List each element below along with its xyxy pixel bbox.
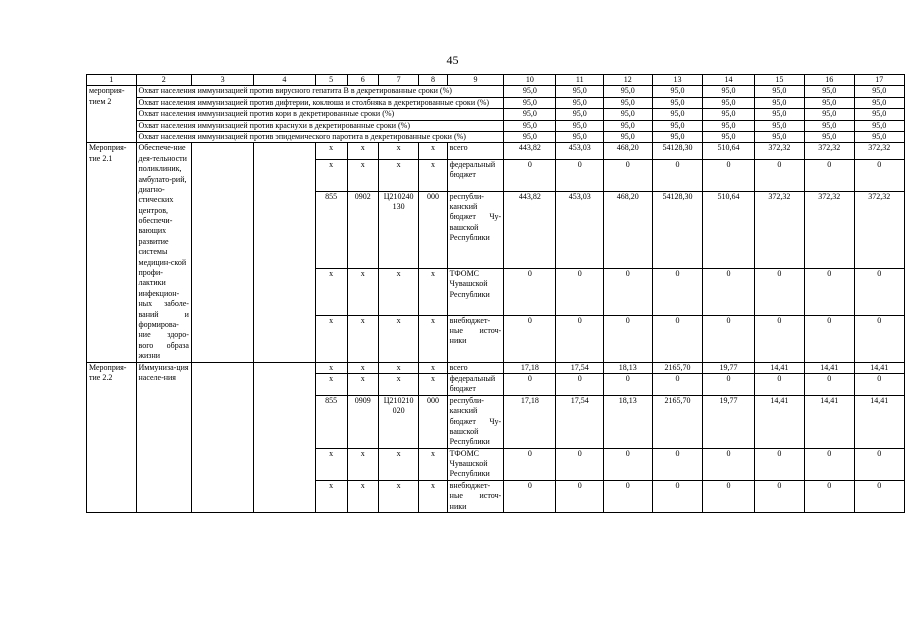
indicator-value: 95,0 xyxy=(754,86,804,97)
indicator-value: 95,0 xyxy=(652,120,703,131)
indicator-row xyxy=(87,120,905,131)
indicator-text: Охват населения иммунизацией против дифтерии, коклюша и столбняка в декретированные сроки (%) xyxy=(136,97,504,108)
amount-cell: 0 xyxy=(805,448,854,480)
amount-cell: 14,41 xyxy=(754,362,804,373)
code-cell: Ц210210 020 xyxy=(378,395,419,448)
header-cell: 10 xyxy=(504,75,556,86)
code-cell: 855 xyxy=(315,191,347,268)
empty-cell xyxy=(191,362,253,512)
amount-cell: 0 xyxy=(604,448,653,480)
amount-cell: 2165,70 xyxy=(652,362,703,373)
code-cell: x xyxy=(378,448,419,480)
indicator-value: 95,0 xyxy=(556,109,604,120)
amount-cell: 468,20 xyxy=(604,143,653,160)
indicator-row xyxy=(87,97,905,108)
funding-source: федеральный бюджет xyxy=(447,159,504,191)
amount-cell: 0 xyxy=(854,373,904,395)
amount-cell: 0 xyxy=(805,315,854,362)
amount-cell: 0 xyxy=(504,159,556,191)
indicator-value: 95,0 xyxy=(504,86,556,97)
amount-cell: 0 xyxy=(703,448,754,480)
indicator-row xyxy=(87,131,905,142)
code-cell: x xyxy=(419,268,447,315)
indicator-value: 95,0 xyxy=(703,86,754,97)
header-cell: 9 xyxy=(447,75,504,86)
code-cell: 000 xyxy=(419,191,447,268)
measure-description: Иммуниза-ция населе-ния xyxy=(136,362,191,512)
indicator-group-label: мероприя-тием 2 xyxy=(87,86,137,143)
amount-cell: 14,41 xyxy=(854,395,904,448)
amount-cell: 14,41 xyxy=(805,362,854,373)
header-cell: 13 xyxy=(652,75,703,86)
indicator-value: 95,0 xyxy=(854,97,904,108)
measure-row xyxy=(87,362,905,373)
amount-cell: 0 xyxy=(854,480,904,512)
amount-cell: 0 xyxy=(703,159,754,191)
indicator-value: 95,0 xyxy=(805,109,854,120)
amount-cell: 0 xyxy=(703,480,754,512)
amount-cell: 0 xyxy=(805,480,854,512)
indicator-value: 95,0 xyxy=(854,131,904,142)
amount-cell: 0 xyxy=(703,315,754,362)
indicator-value: 95,0 xyxy=(652,97,703,108)
amount-cell: 0 xyxy=(604,480,653,512)
budget-table xyxy=(86,74,905,513)
funding-source: ТФОМС Чувашской Республики xyxy=(447,448,504,480)
amount-cell: 0 xyxy=(604,315,653,362)
code-cell: x xyxy=(378,143,419,160)
code-cell: x xyxy=(347,143,378,160)
code-cell: 855 xyxy=(315,395,347,448)
code-cell: 0909 xyxy=(347,395,378,448)
header-cell: 6 xyxy=(347,75,378,86)
code-cell: x xyxy=(419,362,447,373)
amount-cell: 0 xyxy=(854,315,904,362)
header-cell: 15 xyxy=(754,75,804,86)
indicator-text: Охват населения иммунизацией против краснухи в декретированные сроки (%) xyxy=(136,120,504,131)
amount-cell: 372,32 xyxy=(805,143,854,160)
indicator-value: 95,0 xyxy=(805,97,854,108)
indicator-value: 95,0 xyxy=(556,131,604,142)
amount-cell: 0 xyxy=(652,373,703,395)
indicator-value: 95,0 xyxy=(754,120,804,131)
code-cell: x xyxy=(419,159,447,191)
header-cell: 12 xyxy=(604,75,653,86)
amount-cell: 453,03 xyxy=(556,191,604,268)
code-cell: x xyxy=(378,480,419,512)
amount-cell: 19,77 xyxy=(703,395,754,448)
amount-cell: 17,18 xyxy=(504,395,556,448)
indicator-value: 95,0 xyxy=(754,131,804,142)
indicator-value: 95,0 xyxy=(652,86,703,97)
indicator-value: 95,0 xyxy=(703,131,754,142)
amount-cell: 372,32 xyxy=(854,143,904,160)
amount-cell: 0 xyxy=(754,159,804,191)
header-cell: 11 xyxy=(556,75,604,86)
indicator-row xyxy=(87,109,905,120)
indicator-value: 95,0 xyxy=(556,120,604,131)
indicator-text: Охват населения иммунизацией против эпидемического паротита в декретированные сроки (%) xyxy=(136,131,504,142)
funding-source: ТФОМС Чувашской Республики xyxy=(447,268,504,315)
header-cell: 8 xyxy=(419,75,447,86)
amount-cell: 14,41 xyxy=(854,362,904,373)
code-cell: x xyxy=(347,448,378,480)
amount-cell: 0 xyxy=(652,268,703,315)
amount-cell: 0 xyxy=(556,448,604,480)
header-cell: 14 xyxy=(703,75,754,86)
amount-cell: 0 xyxy=(504,448,556,480)
amount-cell: 372,32 xyxy=(854,191,904,268)
funding-source: внебюджет-ные источ-ники xyxy=(447,480,504,512)
code-cell: x xyxy=(315,480,347,512)
header-cell: 2 xyxy=(136,75,191,86)
code-cell: x xyxy=(378,373,419,395)
indicator-value: 95,0 xyxy=(854,109,904,120)
amount-cell: 0 xyxy=(556,315,604,362)
indicator-value: 95,0 xyxy=(854,120,904,131)
indicator-value: 95,0 xyxy=(504,97,556,108)
amount-cell: 18,13 xyxy=(604,362,653,373)
amount-cell: 0 xyxy=(805,373,854,395)
amount-cell: 17,54 xyxy=(556,395,604,448)
code-cell: x xyxy=(315,362,347,373)
measure-label: Мероприя-тие 2.1 xyxy=(87,143,137,362)
amount-cell: 0 xyxy=(754,373,804,395)
indicator-value: 95,0 xyxy=(703,97,754,108)
amount-cell: 0 xyxy=(652,159,703,191)
amount-cell: 0 xyxy=(556,159,604,191)
indicator-value: 95,0 xyxy=(604,86,653,97)
header-cell: 7 xyxy=(378,75,419,86)
indicator-row xyxy=(87,86,905,97)
code-cell: x xyxy=(378,315,419,362)
indicator-value: 95,0 xyxy=(604,120,653,131)
code-cell: x xyxy=(347,480,378,512)
amount-cell: 443,82 xyxy=(504,191,556,268)
indicator-value: 95,0 xyxy=(556,86,604,97)
amount-cell: 0 xyxy=(556,373,604,395)
funding-source: федеральный бюджет xyxy=(447,373,504,395)
amount-cell: 510,64 xyxy=(703,191,754,268)
funding-source: республи-канский бюджет Чу-вашской Республики xyxy=(447,191,504,268)
amount-cell: 54128,30 xyxy=(652,191,703,268)
amount-cell: 0 xyxy=(652,480,703,512)
amount-cell: 0 xyxy=(854,159,904,191)
amount-cell: 14,41 xyxy=(805,395,854,448)
code-cell: 000 xyxy=(419,395,447,448)
code-cell: x xyxy=(315,268,347,315)
indicator-text: Охват населения иммунизацией против вирусного гепатита В в декретированные сроки (%) xyxy=(136,86,504,97)
indicator-value: 95,0 xyxy=(556,97,604,108)
indicator-value: 95,0 xyxy=(754,109,804,120)
indicator-value: 95,0 xyxy=(854,86,904,97)
amount-cell: 17,18 xyxy=(504,362,556,373)
code-cell: x xyxy=(419,315,447,362)
code-cell: x xyxy=(315,315,347,362)
code-cell: x xyxy=(378,159,419,191)
amount-cell: 19,77 xyxy=(703,362,754,373)
amount-cell: 0 xyxy=(805,159,854,191)
code-cell: x xyxy=(315,159,347,191)
header-cell: 3 xyxy=(191,75,253,86)
amount-cell: 54128,30 xyxy=(652,143,703,160)
code-cell: x xyxy=(347,268,378,315)
amount-cell: 372,32 xyxy=(805,191,854,268)
amount-cell: 0 xyxy=(504,268,556,315)
amount-cell: 18,13 xyxy=(604,395,653,448)
header-cell: 1 xyxy=(87,75,137,86)
amount-cell: 0 xyxy=(604,268,653,315)
indicator-value: 95,0 xyxy=(805,120,854,131)
amount-cell: 510,64 xyxy=(703,143,754,160)
amount-cell: 0 xyxy=(754,480,804,512)
amount-cell: 2165,70 xyxy=(652,395,703,448)
indicator-value: 95,0 xyxy=(604,97,653,108)
code-cell: x xyxy=(378,268,419,315)
amount-cell: 14,41 xyxy=(754,395,804,448)
funding-source: всего xyxy=(447,362,504,373)
amount-cell: 0 xyxy=(805,268,854,315)
amount-cell: 0 xyxy=(703,268,754,315)
indicator-value: 95,0 xyxy=(604,131,653,142)
code-cell: Ц210240 130 xyxy=(378,191,419,268)
indicator-text: Охват населения иммунизацией против кори в декретированные сроки (%) xyxy=(136,109,504,120)
header-cell: 17 xyxy=(854,75,904,86)
code-cell: x xyxy=(378,362,419,373)
amount-cell: 443,82 xyxy=(504,143,556,160)
indicator-value: 95,0 xyxy=(703,109,754,120)
indicator-value: 95,0 xyxy=(604,109,653,120)
amount-cell: 0 xyxy=(754,268,804,315)
page-number: 45 xyxy=(446,53,459,67)
code-cell: x xyxy=(347,315,378,362)
empty-cell xyxy=(191,143,253,362)
amount-cell: 0 xyxy=(504,480,556,512)
header-row xyxy=(87,75,905,86)
indicator-value: 95,0 xyxy=(504,131,556,142)
amount-cell: 0 xyxy=(556,480,604,512)
code-cell: x xyxy=(347,373,378,395)
code-cell: x xyxy=(347,362,378,373)
code-cell: x xyxy=(315,373,347,395)
code-cell: x xyxy=(419,143,447,160)
empty-cell xyxy=(254,362,315,512)
amount-cell: 468,20 xyxy=(604,191,653,268)
measure-description: Обеспече-ние дея-тельности поликлиник, амбулато-рий, диагно-стических центров, обеспечи-вающих развитие системы медицин-ской профи-лактики инфекцион-ных заболе-ваний и формирова-ние здоро-вого образа жизни xyxy=(136,143,191,362)
empty-cell xyxy=(254,143,315,362)
amount-cell: 0 xyxy=(556,268,604,315)
code-cell: x xyxy=(315,143,347,160)
header-cell: 4 xyxy=(254,75,315,86)
code-cell: 0902 xyxy=(347,191,378,268)
amount-cell: 0 xyxy=(703,373,754,395)
amount-cell: 0 xyxy=(604,159,653,191)
amount-cell: 0 xyxy=(754,448,804,480)
funding-source: всего xyxy=(447,143,504,160)
indicator-value: 95,0 xyxy=(504,120,556,131)
amount-cell: 372,32 xyxy=(754,191,804,268)
indicator-value: 95,0 xyxy=(504,109,556,120)
amount-cell: 0 xyxy=(504,315,556,362)
amount-cell: 0 xyxy=(854,268,904,315)
header-cell: 5 xyxy=(315,75,347,86)
amount-cell: 372,32 xyxy=(754,143,804,160)
indicator-value: 95,0 xyxy=(652,131,703,142)
code-cell: x xyxy=(315,448,347,480)
funding-source: республи-канский бюджет Чу-вашской Республики xyxy=(447,395,504,448)
code-cell: x xyxy=(419,373,447,395)
indicator-value: 95,0 xyxy=(652,109,703,120)
amount-cell: 0 xyxy=(754,315,804,362)
indicator-value: 95,0 xyxy=(703,120,754,131)
indicator-value: 95,0 xyxy=(754,97,804,108)
amount-cell: 0 xyxy=(854,448,904,480)
amount-cell: 0 xyxy=(604,373,653,395)
amount-cell: 0 xyxy=(652,448,703,480)
code-cell: x xyxy=(419,480,447,512)
amount-cell: 0 xyxy=(652,315,703,362)
indicator-value: 95,0 xyxy=(805,86,854,97)
amount-cell: 453,03 xyxy=(556,143,604,160)
amount-cell: 0 xyxy=(504,373,556,395)
indicator-value: 95,0 xyxy=(805,131,854,142)
amount-cell: 17,54 xyxy=(556,362,604,373)
measure-label: Мероприя-тие 2.2 xyxy=(87,362,137,512)
measure-row xyxy=(87,143,905,160)
funding-source: внебюджет-ные источ-ники xyxy=(447,315,504,362)
code-cell: x xyxy=(419,448,447,480)
header-cell: 16 xyxy=(805,75,854,86)
code-cell: x xyxy=(347,159,378,191)
